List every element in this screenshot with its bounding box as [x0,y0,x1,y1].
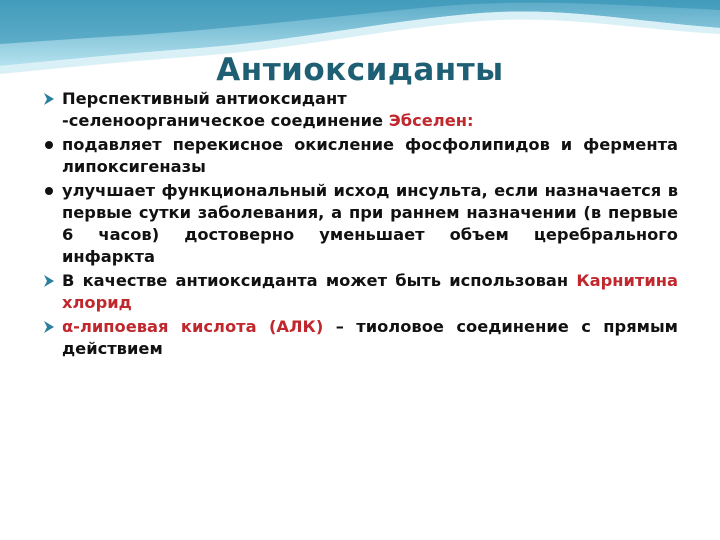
arrow-bullet-icon [42,270,60,292]
arrow-bullet-icon [42,316,60,338]
list-item [42,88,678,132]
item-text: подавляет перекисное окисление фосфолипидов и фермента липоксигеназы [62,135,678,176]
item-text: – тиоловое соединение с прямым действием [62,317,678,358]
list-item [42,270,678,314]
highlight-text: α-липоевая кислота (АЛК) [62,317,324,336]
list-item [42,134,678,178]
item-text: В качестве антиоксиданта может быть использован [62,271,577,290]
highlight-text: Эбселен: [388,111,474,130]
item-text: -селеноорганическое соединение [62,111,389,130]
bullet-list [42,88,678,362]
item-text: улучшает функциональный исход инсульта, если назначается в первые сутки заболевания, а при раннем назначении (в первые 6 часов) достоверно уменьшает объем церебрального инфаркта [62,181,678,266]
highlight-text: Карнитина хлорид [62,271,678,312]
item-line [62,110,678,132]
item-line: Перспективный антиоксидант [62,89,347,108]
dot-bullet-icon [42,134,60,156]
list-item [42,180,678,268]
slide-title: Антиоксиданты [216,52,504,88]
list-item [42,316,678,360]
dot-bullet-icon [42,180,60,202]
arrow-bullet-icon [42,88,60,110]
